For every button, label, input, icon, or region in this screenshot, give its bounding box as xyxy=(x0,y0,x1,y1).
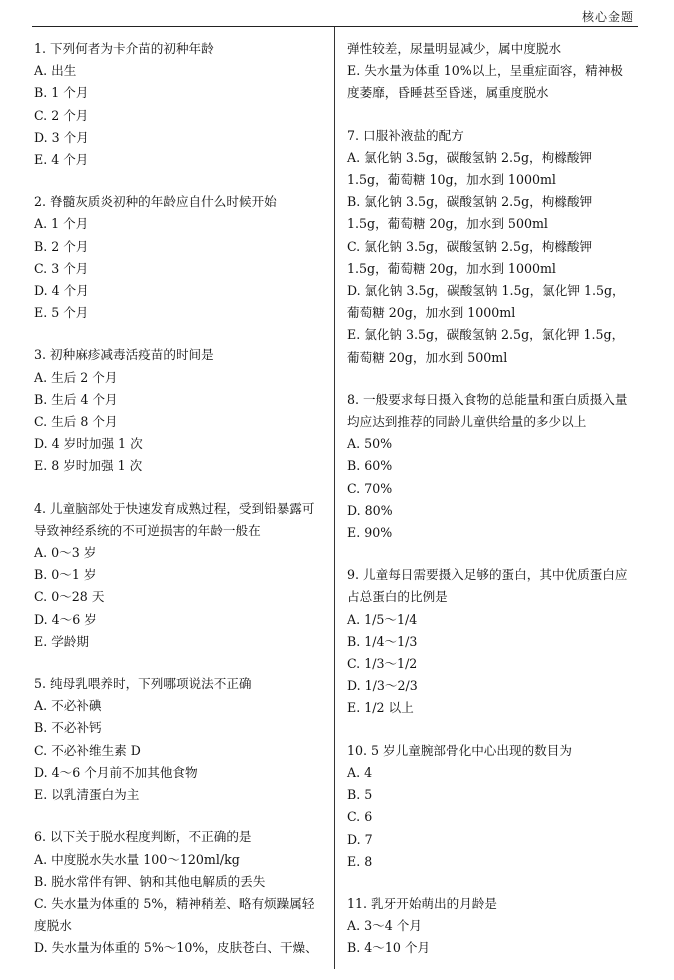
question-stem: 10. 5 岁儿童腕部骨化中心出现的数目为 xyxy=(347,742,572,758)
answer-option: C. 6 xyxy=(347,809,373,825)
answer-option: D. 4～6 岁 xyxy=(34,611,97,627)
answer-option: D. 7 xyxy=(347,831,373,847)
answer-option: E. 5 个月 xyxy=(34,305,89,321)
answer-option: E. 90% xyxy=(347,525,393,541)
answer-option: C. 2 个月 xyxy=(34,107,89,123)
answer-option: A. 生后 2 个月 xyxy=(34,369,118,385)
running-header-title: 核心金题 xyxy=(581,10,634,24)
answer-option: E. 8 xyxy=(347,853,373,869)
answer-option: D. 4 岁时加强 1 次 xyxy=(34,436,143,452)
answer-option: D. 80% xyxy=(347,502,393,518)
answer-option: A. 1 个月 xyxy=(34,216,89,232)
answer-option: B. 脱水常伴有钾、钠和其他电解质的丢失 xyxy=(34,873,266,889)
question-stem: 8. 一般要求每日摄入食物的总能量和蛋白质摄入量均应达到推荐的同龄儿童供给量的多少以上 xyxy=(347,391,628,430)
answer-option: C. 1/3～1/2 xyxy=(347,656,418,672)
question-stem: 5. 纯母乳喂养时，下列哪项说法不正确 xyxy=(34,676,252,692)
answer-option: B. 不必补钙 xyxy=(34,720,102,736)
question-block xyxy=(347,564,635,719)
answer-option: A. 3～4 个月 xyxy=(347,918,422,934)
question-stem: 7. 口服补液盐的配方 xyxy=(347,127,464,143)
answer-option: B. 60% xyxy=(347,458,393,474)
question-stem: 4. 儿童脑部处于快速发育成熟过程，受到铅暴露可导致神经系统的不可逆损害的年龄一般在 xyxy=(34,500,315,538)
answer-option: B. 0～1 岁 xyxy=(34,567,97,583)
answer-option: E. 8 岁时加强 1 次 xyxy=(34,458,143,474)
answer-option: C. 生后 8 个月 xyxy=(34,414,118,430)
answer-option: D. 4～6 个月前不加其他食物 xyxy=(34,764,198,780)
question-stem: 6. 以下关于脱水程度判断，不正确的是 xyxy=(34,829,252,845)
question-block xyxy=(347,389,635,544)
answer-option: B. 5 xyxy=(347,787,373,803)
answer-option: E. 以乳清蛋白为主 xyxy=(34,787,140,803)
question-stem: 1. 下列何者为卡介苗的初种年龄 xyxy=(34,41,214,56)
answer-option: B. 生后 4 个月 xyxy=(34,391,118,407)
question-block xyxy=(347,38,635,105)
question-block xyxy=(34,498,322,653)
question-block xyxy=(34,673,322,806)
answer-option: A. 氯化钠 3.5g，碳酸氢钠 2.5g，枸橼酸钾 1.5g，葡萄糖 10g，加水到 1000ml xyxy=(347,149,593,188)
answer-option: C. 不必补维生素 D xyxy=(34,742,141,758)
answer-option: C. 氯化钠 3.5g，碳酸氢钠 2.5g，枸橼酸钾 1.5g，葡萄糖 20g，加水到 1000ml xyxy=(347,238,593,276)
answer-option: B. 1/4～1/3 xyxy=(347,633,418,649)
question-stem: 2. 脊髓灰质炎初种的年龄应自什么时候开始 xyxy=(34,194,277,210)
question-block xyxy=(347,893,635,960)
question-stem: 11. 乳牙开始萌出的月龄是 xyxy=(347,895,497,911)
answer-option: E. 学龄期 xyxy=(34,633,89,649)
answer-option: E. 1/2 以上 xyxy=(347,700,414,716)
answer-option: B. 1 个月 xyxy=(34,85,89,101)
question-block xyxy=(347,740,635,873)
answer-option: C. 70% xyxy=(347,480,393,496)
answer-option: A. 1/5～1/4 xyxy=(347,611,418,627)
answer-option: D. 氯化钠 3.5g，碳酸氢钠 1.5g，氯化钾 1.5g，葡萄糖 20g，加水到 1000ml xyxy=(347,283,625,321)
answer-option: B. 氯化钠 3.5g，碳酸氢钠 2.5g，枸橼酸钾 1.5g，葡萄糖 20g，加水到 500ml xyxy=(347,194,593,232)
answer-option: D. 1/3～2/3 xyxy=(347,678,418,694)
answer-option: C. 失水量为体重的 5%，精神稍差、略有烦躁属轻度脱水 xyxy=(34,895,315,934)
answer-option: D. 失水量为体重的 5%～10%，皮肤苍白、干燥、 xyxy=(34,940,318,956)
question-stem: 9. 儿童每日需要摄入足够的蛋白，其中优质蛋白应占总蛋白的比例是 xyxy=(347,567,628,605)
answer-option: C. 3 个月 xyxy=(34,260,89,276)
answer-option: C. 0～28 天 xyxy=(34,589,105,605)
question-block xyxy=(34,191,322,324)
question-stem: 弹性较差，尿量明显减少，属中度脱水 xyxy=(347,41,562,56)
question-block xyxy=(34,344,322,477)
answer-option: D. 3 个月 xyxy=(34,129,89,145)
question-block xyxy=(347,125,635,369)
answer-option: E. 氯化钠 3.5g，碳酸氢钠 2.5g，氯化钾 1.5g，葡萄糖 20g，加水到 500ml xyxy=(347,327,625,365)
answer-option: A. 4 xyxy=(347,764,373,780)
answer-option: E. 4 个月 xyxy=(34,152,89,168)
answer-option: A. 50% xyxy=(347,436,393,452)
answer-option: A. 出生 xyxy=(34,63,77,79)
question-stem: 3. 初种麻疹减毒活疫苗的时间是 xyxy=(34,347,214,363)
left-column xyxy=(34,38,322,980)
answer-option: E. 失水量为体重 10%以上，呈重症面容，精神极度萎靡，昏睡甚至昏迷，属重度脱水 xyxy=(347,63,623,101)
answer-option: A. 中度脱水失水量 100～120ml/kg xyxy=(34,851,240,867)
right-column xyxy=(347,38,635,980)
header-rule xyxy=(32,26,638,27)
answer-option: A. 不必补碘 xyxy=(34,698,102,714)
answer-option: D. 4 个月 xyxy=(34,283,89,299)
column-divider xyxy=(334,27,335,969)
answer-option: B. 4～10 个月 xyxy=(347,940,431,956)
answer-option: B. 2 个月 xyxy=(34,238,89,254)
answer-option: A. 0～3 岁 xyxy=(34,545,97,561)
question-block xyxy=(34,826,322,959)
question-block xyxy=(34,38,322,171)
